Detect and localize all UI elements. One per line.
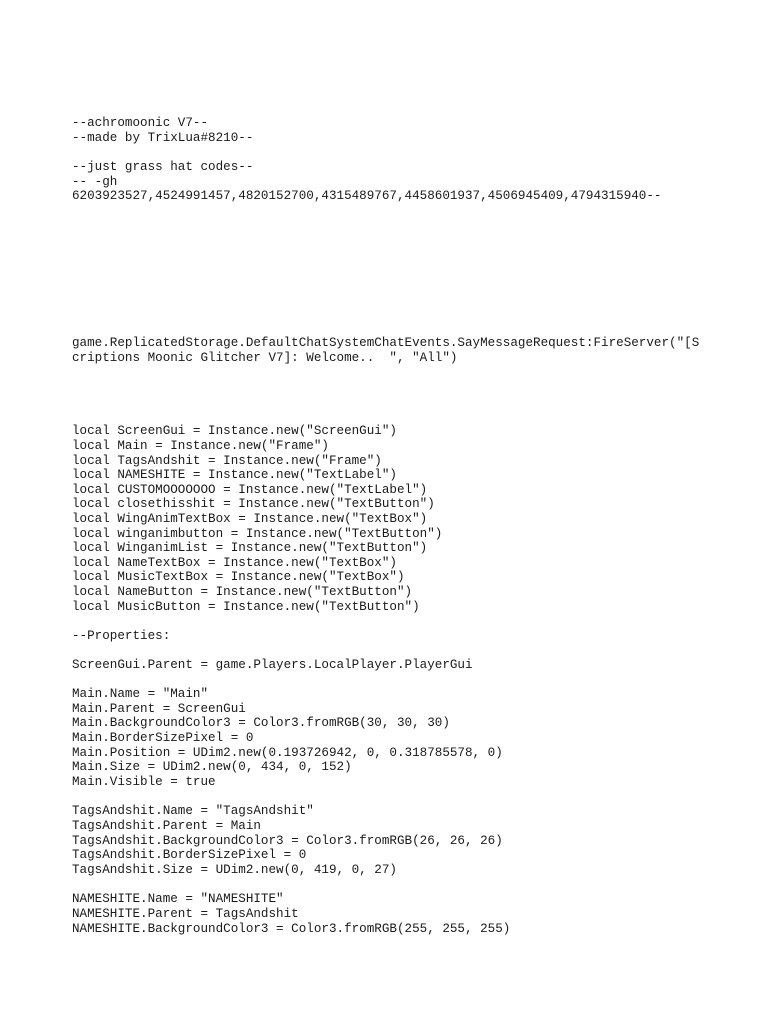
code-line: 6203923527,4524991457,4820152700,4315489767,4458601937,4506945409,4794315940--	[72, 189, 662, 203]
code-line: TagsAndshit.Parent = Main	[72, 819, 261, 833]
code-line: local NameTextBox = Instance.new("TextBox")	[72, 556, 397, 570]
code-line: TagsAndshit.Name = "TagsAndshit"	[72, 804, 314, 818]
code-line: NAMESHITE.BackgroundColor3 = Color3.fromRGB(255, 255, 255)	[72, 922, 511, 936]
code-line: NAMESHITE.Parent = TagsAndshit	[72, 907, 299, 921]
code-line: local closethisshit = Instance.new("TextButton")	[72, 497, 435, 511]
code-line: local WingAnimTextBox = Instance.new("TextBox")	[72, 512, 428, 526]
code-line: Main.Visible = true	[72, 775, 216, 789]
code-line: TagsAndshit.BackgroundColor3 = Color3.fromRGB(26, 26, 26)	[72, 834, 503, 848]
code-line: TagsAndshit.Size = UDim2.new(0, 419, 0, 27)	[72, 863, 397, 877]
code-line: Main.Parent = ScreenGui	[72, 702, 246, 716]
code-line: --Properties:	[72, 629, 171, 643]
code-line: local TagsAndshit = Instance.new("Frame")	[72, 454, 382, 468]
code-line: --made by TrixLua#8210--	[72, 131, 254, 145]
code-line: Main.Name = "Main"	[72, 687, 209, 701]
code-line: -- -gh	[72, 175, 118, 189]
code-line: Main.Size = UDim2.new(0, 434, 0, 152)	[72, 760, 352, 774]
code-line: local MusicTextBox = Instance.new("TextBox")	[72, 570, 405, 584]
code-line: local Main = Instance.new("Frame")	[72, 439, 329, 453]
code-line: TagsAndshit.BorderSizePixel = 0	[72, 848, 307, 862]
code-line: Main.Position = UDim2.new(0.193726942, 0, 0.318785578, 0)	[72, 746, 503, 760]
code-line: Main.BorderSizePixel = 0	[72, 731, 254, 745]
code-line: NAMESHITE.Name = "NAMESHITE"	[72, 892, 284, 906]
code-line: local MusicButton = Instance.new("TextButton")	[72, 600, 420, 614]
code-line: local CUSTOMOOOOOOO = Instance.new("TextLabel")	[72, 483, 428, 497]
code-line: game.ReplicatedStorage.DefaultChatSystemChatEvents.SayMessageRequest:FireServer("[S	[72, 336, 700, 350]
code-line: local winganimbutton = Instance.new("TextButton")	[72, 527, 443, 541]
code-line: local WinganimList = Instance.new("TextButton")	[72, 541, 428, 555]
code-line: local ScreenGui = Instance.new("ScreenGui")	[72, 424, 397, 438]
code-line: Main.BackgroundColor3 = Color3.fromRGB(30, 30, 30)	[72, 716, 450, 730]
code-line: ScreenGui.Parent = game.Players.LocalPlayer.PlayerGui	[72, 658, 473, 672]
code-line: criptions Moonic Glitcher V7]: Welcome.. ", "All")	[72, 351, 458, 365]
code-line: --just grass hat codes--	[72, 160, 254, 174]
code-line: local NameButton = Instance.new("TextButton")	[72, 585, 413, 599]
code-line: --achromoonic V7--	[72, 116, 209, 130]
code-line: local NAMESHITE = Instance.new("TextLabel")	[72, 468, 397, 482]
